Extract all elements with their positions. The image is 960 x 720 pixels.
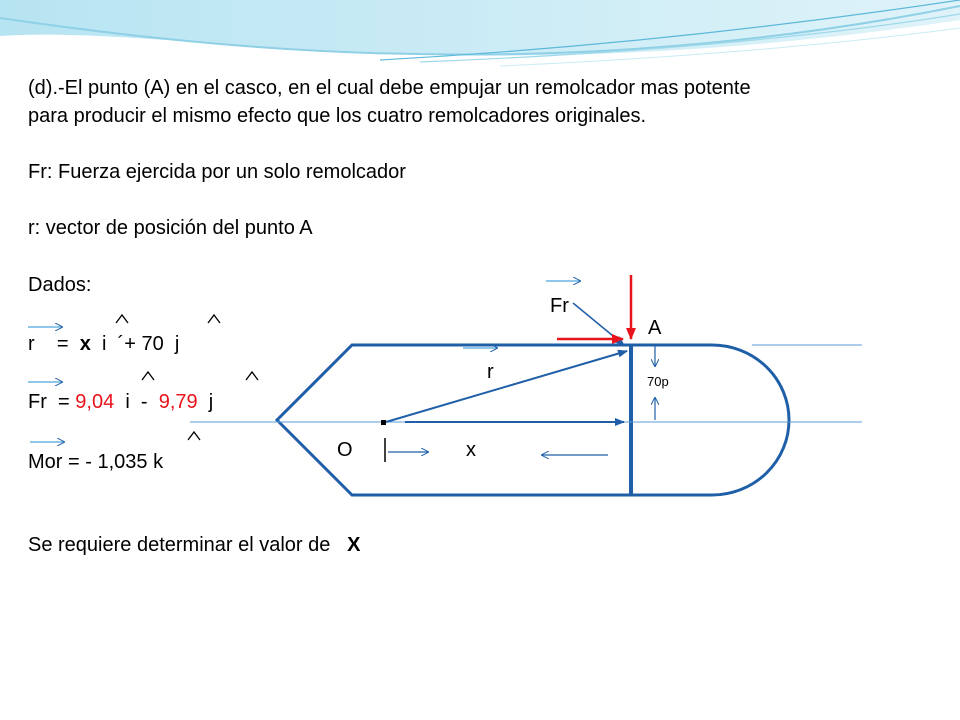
label-a: A xyxy=(648,317,662,339)
requirement-text: Se requiere determinar el valor de xyxy=(28,534,331,556)
requirement-variable: X xyxy=(347,534,361,556)
r-y-term: ´+ 70 xyxy=(117,333,164,355)
r-equals: = xyxy=(56,333,69,355)
definition-r: r: vector de posición del punto A xyxy=(28,217,313,239)
equation-mor xyxy=(28,450,163,474)
definition-fr: Fr: Fuerza ejercida por un solo remolcador xyxy=(28,161,406,183)
dados-title: Dados: xyxy=(28,274,92,296)
ship-hull xyxy=(277,345,789,495)
origin-point xyxy=(381,420,386,425)
position-vector-r xyxy=(386,351,627,422)
r-i-unit: i xyxy=(101,333,107,355)
fr-x-value: 9,04 xyxy=(75,391,115,413)
label-fr: Fr xyxy=(550,295,569,317)
label-origin: O xyxy=(337,439,353,461)
fr-equals: = xyxy=(58,391,70,413)
intro-line-2: para producir el mismo efecto que los cuatro remolcadores originales. xyxy=(28,105,647,127)
fr-lhs: Fr xyxy=(28,391,47,413)
vectors xyxy=(381,275,655,455)
mor-lhs: Mor xyxy=(28,451,63,473)
r-x-term: x xyxy=(79,333,91,355)
mor-k-unit: k xyxy=(153,451,164,473)
intro-line-1: (d).-El punto (A) en el casco, en el cual debe empujar un remolcador mas potente xyxy=(28,77,751,99)
fr-minus: - xyxy=(140,391,148,413)
fr-i-unit: i xyxy=(125,391,130,413)
r-j-unit: j xyxy=(174,333,180,355)
requirement xyxy=(28,533,360,557)
fr-j-unit: j xyxy=(208,391,214,413)
r-lhs: r xyxy=(28,333,35,355)
label-x: x xyxy=(466,439,476,461)
label-dimension: 70p xyxy=(647,374,669,389)
header-decoration xyxy=(0,0,960,66)
equation-r xyxy=(28,332,179,356)
equation-fr xyxy=(28,390,213,414)
label-r: r xyxy=(487,361,494,383)
fr-y-value: 9,79 xyxy=(158,391,198,413)
mor-value: = - 1,035 xyxy=(68,451,148,473)
